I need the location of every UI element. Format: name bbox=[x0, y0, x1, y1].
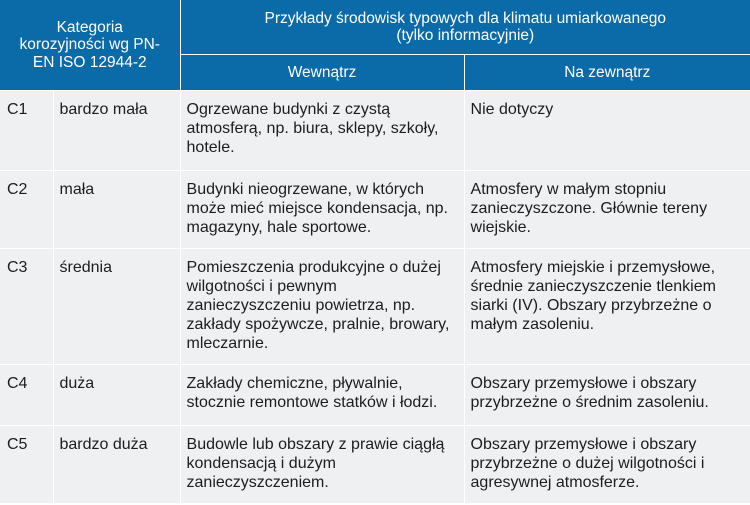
row-code: C5 bbox=[0, 425, 53, 503]
header-examples-line1: Przykłady środowisk typowych dla klimatu umiarkowanego bbox=[264, 9, 666, 27]
table-row bbox=[0, 425, 750, 503]
header-category-text: Kategoria korozyjności wg PN-EN ISO 12944-2 bbox=[19, 18, 160, 71]
row-outside: Atmosfery miejskie i przemysłowe, średnie zanieczyszczenie tlenkiem siarki (IV). Obszary przybrzeżne o małym zasoleniu. bbox=[464, 248, 750, 364]
row-inside: Zakłady chemiczne, pływalnie, stocznie remontowe statków i łodzi. bbox=[180, 364, 464, 425]
table-row bbox=[0, 364, 750, 425]
row-code: C2 bbox=[0, 170, 53, 248]
row-outside: Atmosfery w małym stopniu zanieczyszczone. Głównie tereny wiejskie. bbox=[464, 170, 750, 248]
table-row bbox=[0, 248, 750, 364]
table-row bbox=[0, 170, 750, 248]
row-code: C4 bbox=[0, 364, 53, 425]
row-level: duża bbox=[53, 364, 180, 425]
header-outside: Na zewnątrz bbox=[464, 54, 750, 90]
row-inside: Budowle lub obszary z prawie ciągłą kondensacją i dużym zanieczyszczeniem. bbox=[180, 425, 464, 503]
header-inside: Wewnątrz bbox=[180, 54, 464, 90]
row-code: C3 bbox=[0, 248, 53, 364]
row-level: średnia bbox=[53, 248, 180, 364]
row-level: mała bbox=[53, 170, 180, 248]
row-inside: Ogrzewane budynki z czystą atmosferą, np. biura, sklepy, szkoły, hotele. bbox=[180, 90, 464, 170]
table-row bbox=[0, 90, 750, 170]
row-inside: Budynki nieogrzewane, w których może mieć miejsce kondensacja, np. magazyny, hale sportowe. bbox=[180, 170, 464, 248]
row-outside: Obszary przemysłowe i obszary przybrzeżne o średnim zasoleniu. bbox=[464, 364, 750, 425]
header-examples bbox=[180, 0, 750, 54]
row-level: bardzo duża bbox=[53, 425, 180, 503]
header-examples-line2: (tylko informacyjnie) bbox=[396, 26, 535, 44]
row-outside: Nie dotyczy bbox=[464, 90, 750, 170]
row-code: C1 bbox=[0, 90, 53, 170]
row-inside: Pomieszczenia produkcyjne o dużej wilgotności i pewnym zanieczyszczeniu powietrza, np. zakłady spożywcze, pralnie, browary, mleczarnie. bbox=[180, 248, 464, 364]
row-outside: Obszary przemysłowe i obszary przybrzeżne o dużej wilgotności i agresywnej atmosferze. bbox=[464, 425, 750, 503]
row-level: bardzo mała bbox=[53, 90, 180, 170]
header-category bbox=[0, 0, 180, 90]
